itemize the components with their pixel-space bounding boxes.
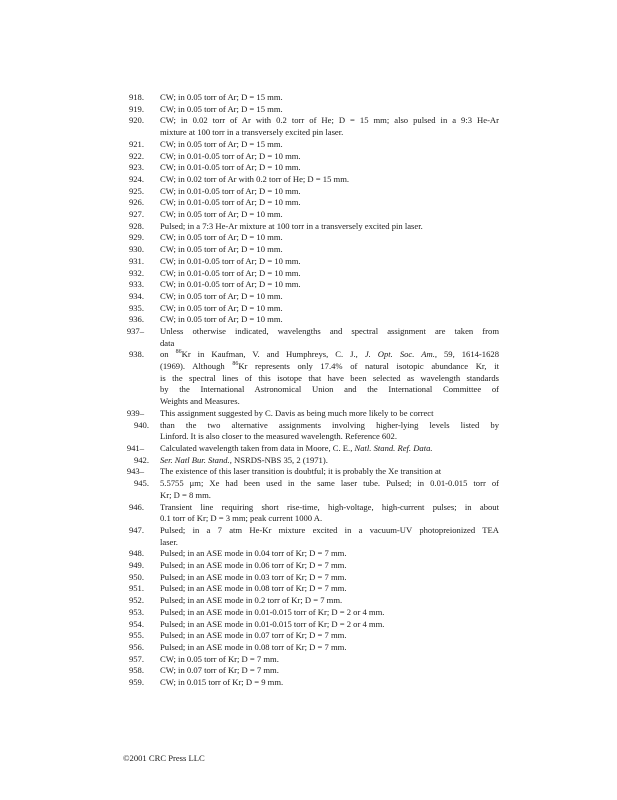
footnote-number: 945. <box>133 478 149 489</box>
footnote-item <box>0 232 617 244</box>
footnote-item <box>0 279 617 291</box>
footnote-text-line: Linford. It is also closer to the measured wavelength. Reference 602. <box>160 431 397 442</box>
footnote-number: 918. <box>128 92 144 102</box>
footnote-text-line: 0.1 torr of Kr; D = 3 mm; peak current 1000 A. <box>160 513 323 524</box>
text-run: , 59, 1614-1628 <box>434 349 499 360</box>
footnote-item <box>0 548 617 560</box>
footnote-number: 922. <box>128 150 144 161</box>
footnote-text-line: Pulsed; in an ASE mode in 0.04 torr of Kr; D = 7 mm. <box>160 548 347 559</box>
footnote-number: 927. <box>128 209 144 219</box>
footnote-text-line <box>160 361 499 373</box>
footnote-item <box>0 619 617 631</box>
footnote-number: 921. <box>128 138 144 149</box>
footnote-item <box>0 115 617 138</box>
footnote-text-line: CW; in 0.05 torr of Kr; D = 7 mm. <box>160 653 279 664</box>
footnote-number: 919. <box>128 103 144 114</box>
footnote-number: 939– <box>126 407 144 418</box>
footnote-item <box>0 162 617 174</box>
footnote-text-line: Pulsed; in an ASE mode in 0.07 torr of Kr; D = 7 mm. <box>160 630 347 641</box>
footnote-text-line: CW; in 0.01-0.05 torr of Ar; D = 10 mm. <box>160 267 301 278</box>
footnote-text-line: by the International Astronomical Union and the International Committee of <box>160 384 499 395</box>
footnote-item <box>0 326 617 349</box>
footnote-item <box>0 256 617 268</box>
footnote-text-line: Pulsed; in an ASE mode in 0.08 torr of Kr; D = 7 mm. <box>160 583 347 594</box>
footnote-item <box>0 443 617 455</box>
footnote-number: 941– <box>126 443 144 453</box>
footnote-number: 955. <box>128 630 144 641</box>
footnote-item <box>0 408 617 420</box>
text-run: Calculated wavelength taken from data in Moore, C. E., <box>160 443 355 453</box>
footnote-number: 920. <box>128 115 144 126</box>
footnote-text-line: CW; in 0.05 torr of Ar; D = 10 mm. <box>160 302 283 313</box>
footnote-text-line: Pulsed; in an ASE mode in 0.01-0.015 torr of Kr; D = 2 or 4 mm. <box>160 606 385 617</box>
footnote-text-line: This assignment suggested by C. Davis as being much more likely to be correct <box>160 407 434 418</box>
footnote-text-line: data <box>160 337 175 348</box>
footnote-item <box>0 221 617 233</box>
footnote-item <box>0 502 617 525</box>
footnote-text-line: CW; in 0.01-0.05 torr of Ar; D = 10 mm. <box>160 150 301 161</box>
footnote-text-line: Pulsed; in an ASE mode in 0.06 torr of Kr; D = 7 mm. <box>160 560 347 570</box>
footnote-number: 928. <box>128 220 144 231</box>
footnote-item <box>0 583 617 595</box>
footnote-text-line: CW; in 0.05 torr of Ar; D = 15 mm. <box>160 103 283 114</box>
footnote-text-line: Unless otherwise indicated, wavelengths and spectral assignment are taken from <box>160 326 499 336</box>
copyright-notice: ©2001 CRC Press LLC <box>123 753 205 763</box>
footnote-item <box>0 303 617 315</box>
footnote-text-line: CW; in 0.01-0.05 torr of Ar; D = 10 mm. <box>160 279 301 290</box>
footnote-text-line: CW; in 0.05 torr of Ar; D = 15 mm. <box>160 92 283 102</box>
footnote-number: 937– <box>126 326 144 336</box>
footnote-number: 934. <box>128 290 144 301</box>
footnote-text-line: Pulsed; in an ASE mode in 0.2 torr of Kr; D = 7 mm. <box>160 595 343 606</box>
footnote-text-line: CW; in 0.01-0.05 torr of Ar; D = 10 mm. <box>160 255 301 266</box>
footnote-text-line: 5.5755 μm; Xe had been used in the same laser tube. Pulsed; in 0.01-0.015 torr of <box>160 478 499 489</box>
footnote-text-line: laser. <box>160 536 178 547</box>
footnote-item <box>0 607 617 619</box>
footnote-text-line: CW; in 0.01-0.05 torr of Ar; D = 10 mm. <box>160 162 301 173</box>
footnote-item <box>0 677 617 689</box>
footnote-text-line: CW; in 0.05 torr of Ar; D = 15 mm. <box>160 138 283 149</box>
footnote-number: 936. <box>128 314 144 325</box>
footnote-text-line: CW; in 0.01-0.05 torr of Ar; D = 10 mm. <box>160 197 301 208</box>
footnote-number: 958. <box>128 665 144 676</box>
footnote-number: 950. <box>128 571 144 582</box>
text-run: (1969). Although <box>160 361 233 372</box>
footnote-text-line: is the spectral lines of this isotope that have been selected as wavelength standards <box>160 372 499 383</box>
footnote-item <box>0 104 617 116</box>
footnote-number: 938. <box>128 349 144 360</box>
footnote-item <box>0 572 617 584</box>
footnote-text-line: Pulsed; in an ASE mode in 0.08 torr of Kr; D = 7 mm. <box>160 641 347 652</box>
footnote-number: 946. <box>128 501 144 512</box>
italic-citation: J. Opt. Soc. Am. <box>364 349 435 360</box>
footnote-item <box>0 92 617 104</box>
footnote-text-line: Pulsed; in an ASE mode in 0.01-0.015 torr of Kr; D = 2 or 4 mm. <box>160 618 385 629</box>
text-run: on <box>160 349 176 360</box>
footnote-item <box>0 478 617 501</box>
footnote-number: 929. <box>128 232 144 243</box>
footnote-text-line: CW; in 0.02 torr of Ar with 0.2 torr of He; D = 15 mm. <box>160 173 350 184</box>
footnote-text-line: Pulsed; in a 7 atm He-Kr mixture excited in a vacuum-UV photopreionized TEA <box>160 524 499 535</box>
footnote-number: 933. <box>128 279 144 290</box>
footnote-text-line: The existence of this laser transition is doubtful; it is probably the Xe transition at <box>160 466 442 477</box>
footnote-number: 931. <box>128 255 144 266</box>
footnote-item <box>0 314 617 326</box>
footnote-item <box>0 642 617 654</box>
isotope-superscript: 86 <box>232 361 239 368</box>
footnote-text-line: CW; in 0.05 torr of Ar; D = 10 mm. <box>160 232 283 243</box>
footnote-number: 953. <box>128 606 144 617</box>
footnote-number: 956. <box>128 641 144 652</box>
footnote-number: 943– <box>126 466 144 477</box>
footnote-number: 952. <box>128 595 144 606</box>
footnote-number: 942. <box>133 454 149 465</box>
footnote-text-line: Transient line requiring short rise-time, high-voltage, high-current pulses; in about <box>160 501 499 512</box>
footnote-text-line: CW; in 0.07 torr of Kr; D = 7 mm. <box>160 665 279 676</box>
footnote-item <box>0 197 617 209</box>
footnote-item <box>0 420 617 443</box>
footnote-item <box>0 244 617 256</box>
footnote-item <box>0 654 617 666</box>
footnote-text-line: Pulsed; in an ASE mode in 0.03 torr of Kr; D = 7 mm. <box>160 571 347 582</box>
footnote-text-line: Kr; D = 8 mm. <box>160 489 211 500</box>
footnote-text-line: CW; in 0.02 torr of Ar with 0.2 torr of He; D = 15 mm; also pulsed in a 9:3 He-Ar <box>160 115 499 126</box>
text-run: , NSRDS-NBS 35, 2 (1971). <box>229 454 328 465</box>
footnote-number: 957. <box>128 653 144 664</box>
italic-citation: Natl. Stand. Ref. Data. <box>354 443 433 453</box>
footnote-text-line: CW; in 0.05 torr of Ar; D = 10 mm. <box>160 314 283 325</box>
footnote-item <box>0 209 617 221</box>
footnote-text-line: CW; in 0.05 torr of Ar; D = 10 mm. <box>160 244 283 255</box>
footnote-number: 948. <box>128 548 144 559</box>
footnote-item <box>0 151 617 163</box>
isotope-superscript: 86 <box>175 349 182 356</box>
footnote-text-line: Pulsed; in a 7:3 He-Ar mixture at 100 torr in a transversely excited pin laser. <box>160 220 423 231</box>
footnote-text-line: than the two alternative assignments involving higher-lying levels listed by <box>160 419 499 430</box>
footnote-item <box>0 560 617 572</box>
footnote-text-line: mixture at 100 torr in a transversely excited pin laser. <box>160 127 344 138</box>
footnote-number: 940. <box>133 419 149 430</box>
footnote-number: 930. <box>128 244 144 255</box>
footnote-item <box>0 174 617 186</box>
footnote-item <box>0 595 617 607</box>
footnote-text-line: Weights and Measures. <box>160 396 240 407</box>
footnote-text-line: CW; in 0.015 torr of Kr; D = 9 mm. <box>160 677 284 687</box>
italic-citation: Ser. Natl Bur. Stand. <box>160 454 230 465</box>
footnote-number: 924. <box>128 173 144 184</box>
footnote-number: 932. <box>128 267 144 278</box>
footnote-number: 935. <box>128 302 144 313</box>
footnote-text-line <box>160 455 499 467</box>
footnote-number: 923. <box>128 162 144 173</box>
footnote-text-line: CW; in 0.05 torr of Ar; D = 10 mm. <box>160 209 283 219</box>
footnote-number: 926. <box>128 197 144 208</box>
footnote-item <box>0 455 617 467</box>
footnote-number: 954. <box>128 618 144 629</box>
footnote-text-line <box>160 349 499 361</box>
footnote-number: 949. <box>128 560 144 570</box>
text-run: Kr represents only 17.4% of natural isotopic abundance Kr, it <box>238 361 499 372</box>
footnote-item <box>0 349 617 408</box>
footnote-item <box>0 630 617 642</box>
footnote-number: 947. <box>128 524 144 535</box>
footnote-item <box>0 186 617 198</box>
footnote-number: 959. <box>128 677 144 687</box>
footnote-text-line: CW; in 0.01-0.05 torr of Ar; D = 10 mm. <box>160 185 301 196</box>
footnote-item <box>0 525 617 548</box>
footnote-text-line <box>160 443 499 455</box>
footnote-number: 925. <box>128 185 144 196</box>
footnote-item <box>0 466 617 478</box>
footnote-item <box>0 139 617 151</box>
footnote-item <box>0 291 617 303</box>
footnote-number: 951. <box>128 583 144 594</box>
footnote-item <box>0 268 617 280</box>
footnote-item <box>0 665 617 677</box>
footnote-text-line: CW; in 0.05 torr of Ar; D = 10 mm. <box>160 290 283 301</box>
text-run: Kr in Kaufman, V. and Humphreys, C. J., <box>181 349 365 360</box>
